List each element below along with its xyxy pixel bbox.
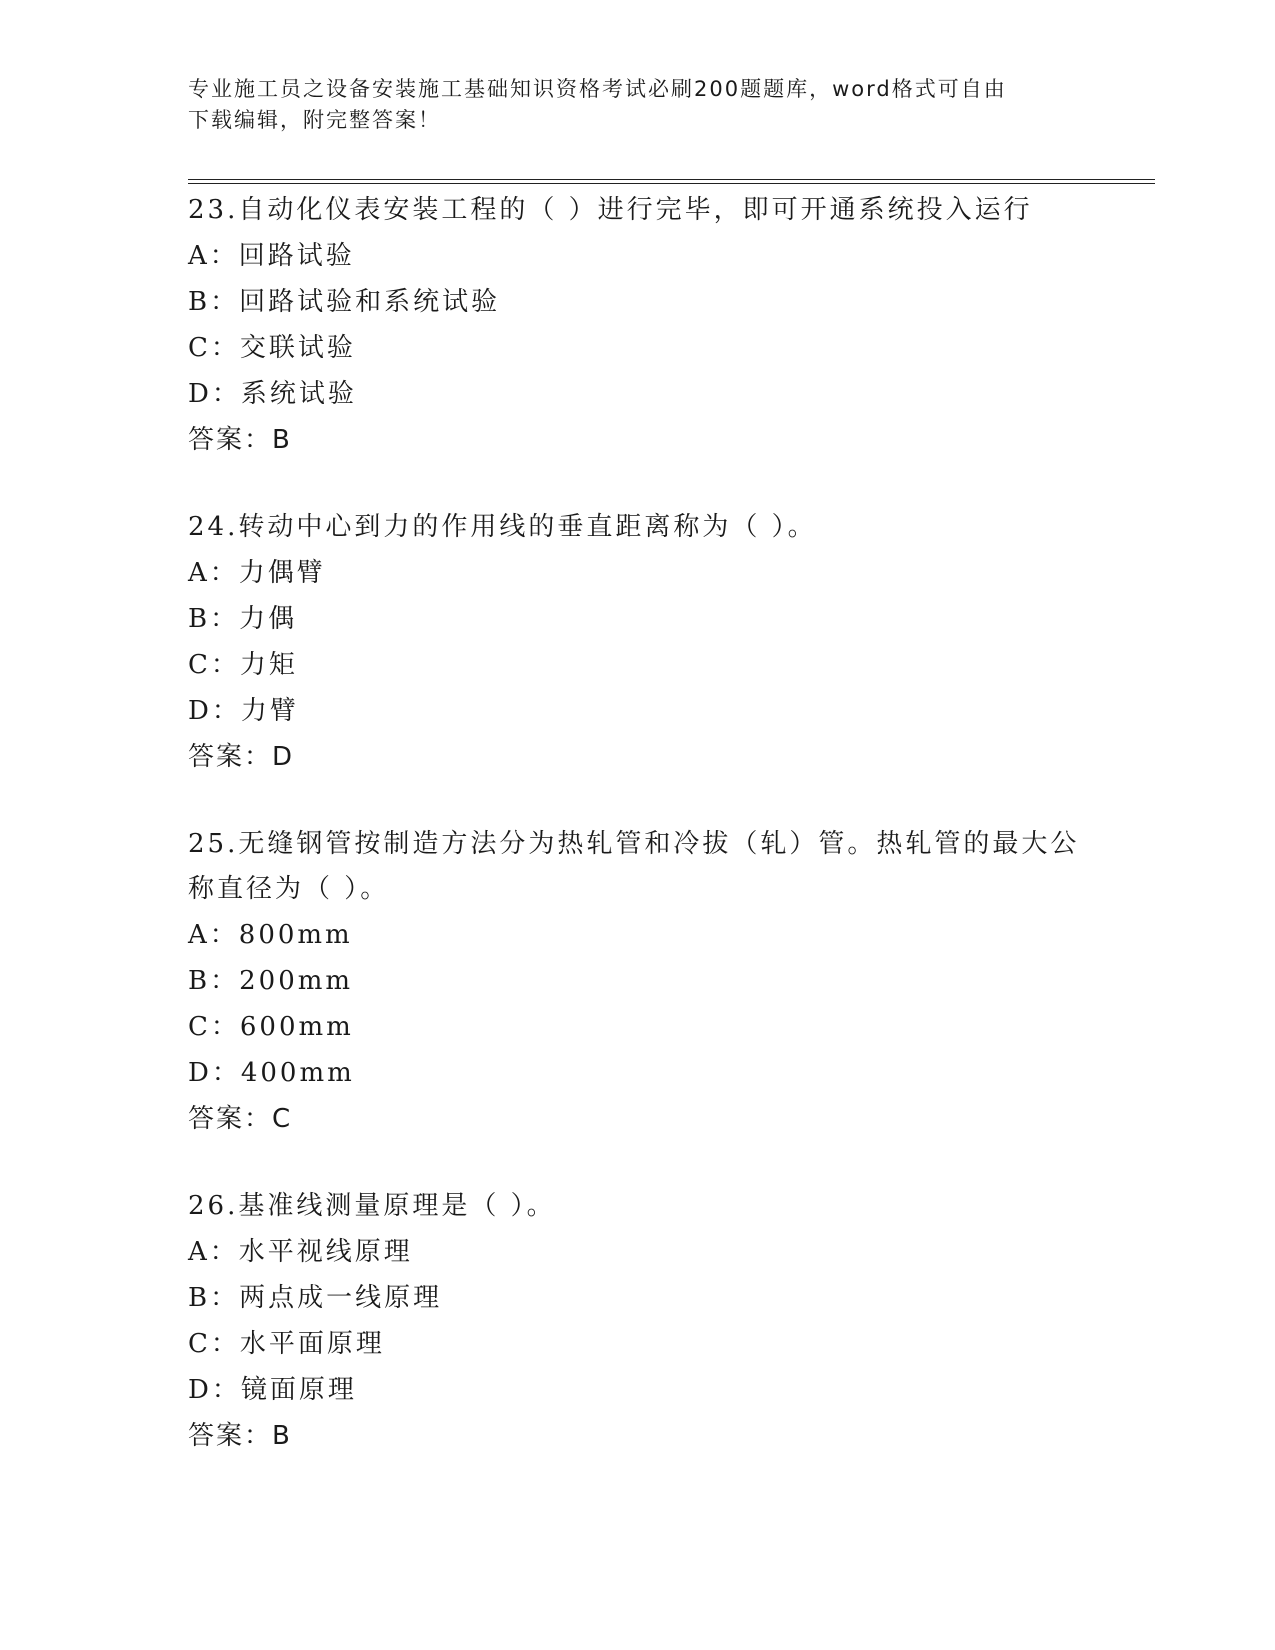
option-b: B：200mm: [188, 966, 354, 996]
option-a: A：回路试验: [188, 241, 355, 271]
question-list: [188, 188, 1148, 1501]
question-stem: 24.转动中心到力的作用线的垂直距离称为（ ）。: [188, 512, 817, 542]
option-c: C：交联试验: [188, 333, 356, 363]
question-24: [188, 505, 1148, 780]
answer-line: 答案：C: [188, 1104, 293, 1134]
option-c: C：水平面原理: [188, 1329, 385, 1359]
option-d: D：镜面原理: [188, 1375, 357, 1405]
option-b: B：力偶: [188, 604, 298, 634]
question-26: [188, 1184, 1148, 1459]
question-stem: 23.自动化仪表安装工程的（ ）进行完毕，即可开通系统投入运行: [188, 195, 1033, 225]
option-d: D：系统试验: [188, 379, 357, 409]
option-d: D：力臂: [188, 696, 299, 726]
question-stem: 26.基准线测量原理是（ ）。: [188, 1191, 556, 1221]
answer-line: 答案：B: [188, 1421, 292, 1451]
question-stem-line-2: 称直径为（ ）。: [188, 874, 390, 904]
option-c: C：力矩: [188, 650, 298, 680]
question-23: [188, 188, 1148, 463]
option-a: A：力偶臂: [188, 558, 326, 588]
option-a: A：800mm: [188, 920, 353, 950]
header-divider: [188, 179, 1155, 184]
question-25: [188, 822, 1148, 1142]
document-header: [188, 74, 1068, 136]
option-d: D：400mm: [188, 1058, 355, 1088]
option-b: B：两点成一线原理: [188, 1283, 443, 1313]
option-a: A：水平视线原理: [188, 1237, 413, 1267]
option-b: B：回路试验和系统试验: [188, 287, 501, 317]
header-line-1: 专业施工员之设备安装施工基础知识资格考试必刷200题题库，word格式可自由: [188, 77, 1007, 101]
option-c: C：600mm: [188, 1012, 354, 1042]
answer-line: 答案：D: [188, 742, 295, 772]
header-line-2: 下载编辑，附完整答案！: [188, 108, 441, 132]
answer-line: 答案：B: [188, 425, 292, 455]
question-stem-line-1: 25.无缝钢管按制造方法分为热轧管和冷拔（轧）管。热轧管的最大公: [188, 829, 1080, 859]
